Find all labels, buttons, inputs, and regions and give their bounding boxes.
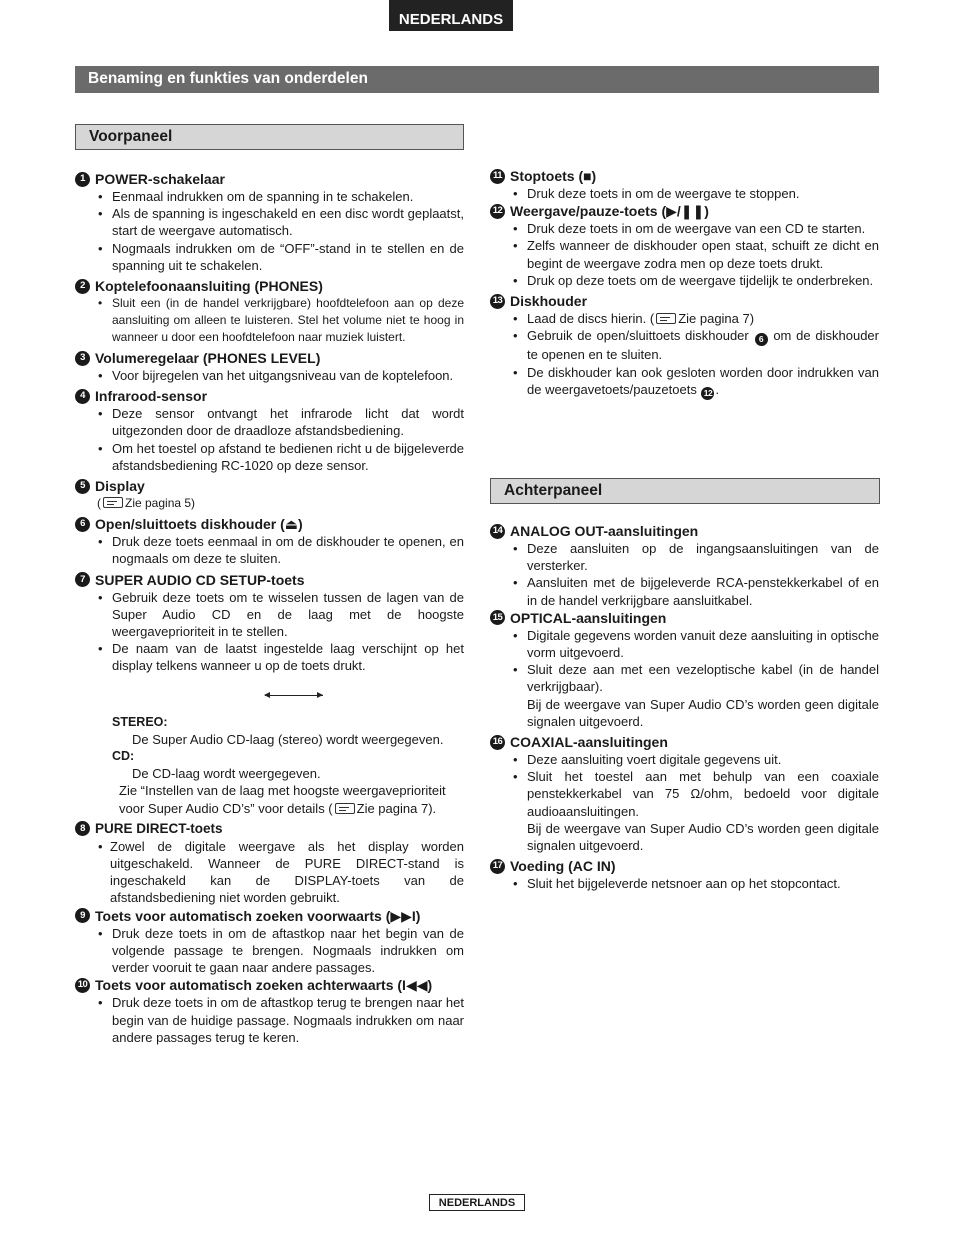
- item-open-close: [75, 515, 464, 567]
- item-number-badge: 12: [490, 204, 505, 219]
- bullet: • Laad de discs hierin. ( Zie pagina 7): [490, 310, 879, 327]
- bullet: • Zowel de digitale weergave als het display worden uitgeschakeld. Wanneer de PURE DIRECT-stand is ingeschakeld kan de DISPLAY-toets van de afstandsbediening niet worden gebruikt.: [75, 838, 464, 907]
- item-number-badge: 5: [75, 479, 90, 494]
- bullet: • Druk deze toets in om de aftastkop terug te brengen naar het begin van de huidige passage. Nogmaals indrukken om naar andere passages terug te keren.: [75, 994, 464, 1046]
- inline-number-badge: 12: [701, 387, 714, 400]
- bullet: • Digitale gegevens worden vanuit deze aansluiting in optische vorm uitgevoerd.: [490, 627, 879, 661]
- stereo-text: De Super Audio CD-laag (stereo) wordt weergegeven.: [132, 731, 444, 747]
- bullet: • Druk op deze toets om de weergave tijdelijk te onderbreken.: [490, 272, 879, 289]
- item-phones-level: [75, 349, 464, 384]
- bullet: • Als de spanning is ingeschakeld en een disc wordt geplaatst, start de weergave automatisch.: [75, 205, 464, 239]
- item-title: Display: [95, 478, 145, 495]
- front-panel-list-continued: [490, 167, 879, 400]
- item-number-badge: 14: [490, 524, 505, 539]
- bullet: • Druk deze toets eenmaal in om de diskhouder te openen, en nogmaals om deze te sluiten.: [75, 533, 464, 567]
- item-sacd-setup: [75, 571, 464, 817]
- item-title: Stoptoets (■): [510, 168, 597, 184]
- item-stop: [490, 167, 879, 202]
- bullet: • Sluit het toestel aan met behulp van een coaxiale penstekkerkabel van 75 Ω/ohm, bedoeld voor digitale audioaansluitingen.: [490, 768, 879, 820]
- item-analog-out: [490, 522, 879, 609]
- item-title: Volumeregelaar (PHONES LEVEL): [95, 350, 321, 367]
- item-power: [75, 170, 464, 274]
- bullet: • Gebruik de open/sluittoets diskhouder 6 om de diskhouder te openen en te sluiten.: [490, 327, 879, 363]
- section-title-bar: Benaming en funkties van onderdelen: [75, 66, 879, 93]
- item-number-badge: 7: [75, 572, 90, 587]
- item-number-badge: 16: [490, 735, 505, 750]
- reference-hand-icon: [656, 313, 676, 324]
- item-number-badge: 15: [490, 610, 505, 625]
- cd-text: De CD-laag wordt weergegeven.: [132, 766, 321, 782]
- language-tab: NEDERLANDS: [389, 0, 513, 31]
- bullet: • Zelfs wanneer de diskhouder open staat, schuift ze dicht en begint de weergave zodra men op deze toets drukt.: [490, 237, 879, 271]
- item-optical: [490, 609, 879, 730]
- item-title: SUPER AUDIO CD SETUP-toets: [95, 571, 305, 588]
- bullet: • Aansluiten met de bijgeleverde RCA-penstekkerkabel of en in de handel verkrijgbare aansluitkabel.: [490, 574, 879, 608]
- bullet: • Deze aansluiten op de ingangsaansluitingen van de versterker.: [490, 540, 879, 574]
- note: Bij de weergave van Super Audio CD’s worden geen digitale signalen uitgevoerd.: [527, 820, 879, 854]
- item-disc-tray: [490, 292, 879, 400]
- front-panel-list: [75, 170, 464, 1046]
- item-number-badge: 2: [75, 279, 90, 294]
- bullet: • Deze sensor ontvangt het infrarode licht dat wordt uitgezonden door de draadloze afstandsbediening.: [75, 405, 464, 439]
- bullet: • Voor bijregelen van het uitgangsniveau van de koptelefoon.: [75, 367, 464, 384]
- item-title: Toets voor automatisch zoeken achterwaarts (I◀◀): [95, 977, 433, 994]
- bullet: • Om het toestel op afstand te bedienen richt u de bijgeleverde afstandsbediening RC-1020 op deze sensor.: [75, 440, 464, 474]
- note: Bij de weergave van Super Audio CD’s worden geen digitale signalen uitgevoerd.: [527, 696, 879, 729]
- bullet: • Eenmaal indrukken om de spanning in te schakelen.: [75, 188, 464, 205]
- bullet: • Nogmaals indrukken om de “OFF”-stand in te stellen en de spanning uit te schakelen.: [75, 240, 464, 274]
- setup-note-ref: voor Super Audio CD’s” voor details ( Zie pagina 7).: [119, 800, 437, 816]
- item-title: PURE DIRECT-toets: [95, 820, 223, 836]
- item-number-badge: 17: [490, 859, 505, 874]
- page-reference: ( Zie pagina 5): [97, 496, 196, 511]
- item-number-badge: 3: [75, 351, 90, 366]
- item-title: Weergave/pauze-toets (▶/❚❚): [510, 203, 709, 220]
- item-title: Diskhouder: [510, 293, 588, 310]
- item-title: ANALOG OUT-aansluitingen: [510, 523, 699, 539]
- item-title: OPTICAL-aansluitingen: [510, 609, 667, 626]
- item-number-badge: 1: [75, 172, 90, 187]
- item-play-pause: [490, 202, 879, 289]
- item-infrared-sensor: [75, 387, 464, 474]
- rear-panel-heading: Achterpaneel: [490, 478, 880, 504]
- cd-label: CD:: [112, 749, 135, 764]
- item-title: COAXIAL-aansluitingen: [510, 734, 668, 751]
- bullet: • Gebruik deze toets om te wisselen tussen de lagen van de Super Audio CD en de laag met de hoogste weergaveprioriteit in te stellen.: [75, 589, 464, 641]
- reference-hand-icon: [103, 497, 123, 508]
- item-number-badge: 6: [75, 517, 90, 532]
- item-title: Koptelefoonaansluiting (PHONES): [95, 278, 323, 295]
- footer-language-label: NEDERLANDS: [429, 1194, 525, 1211]
- bullet: • Druk deze toets in om de weergave te stoppen.: [490, 185, 879, 202]
- bullet: • Sluit het bijgeleverde netsnoer aan op het stopcontact.: [490, 875, 879, 892]
- item-phones: [75, 277, 464, 346]
- item-coaxial: [490, 733, 879, 854]
- item-title: Toets voor automatisch zoeken voorwaarts (▶▶I): [95, 907, 421, 924]
- item-skip-forward: [75, 907, 464, 977]
- item-skip-backward: [75, 976, 464, 1046]
- toggle-arrow-icon: [75, 675, 464, 711]
- item-title: POWER-schakelaar: [95, 171, 225, 187]
- item-number-badge: 13: [490, 294, 505, 309]
- item-number-badge: 4: [75, 389, 90, 404]
- item-pure-direct: [75, 820, 464, 907]
- item-title: Open/sluittoets diskhouder (⏏): [95, 516, 303, 533]
- bullet: • Sluit deze aan met een vezeloptische kabel (in de handel verkrijgbaar).: [490, 661, 879, 695]
- rear-panel-list: [490, 522, 879, 892]
- reference-hand-icon: [335, 803, 355, 814]
- bullet: • De diskhouder kan ook gesloten worden door indrukken van de weergavetoets/pauzetoets 12 .: [490, 364, 879, 400]
- setup-note: Zie “Instellen van de laag met hoogste weergaveprioriteit: [119, 783, 446, 799]
- item-title: Voeding (AC IN): [510, 858, 616, 875]
- bullet: • Druk deze toets in om de aftastkop naar het begin van de volgende passage te brengen. Nogmaals indrukken om verder vooruit te gaan naar andere passages.: [75, 925, 464, 977]
- bullet: • Druk deze toets in om de weergave van een CD te starten.: [490, 220, 879, 237]
- bullet: • De naam van de laatst ingestelde laag verschijnt op het display telkens wanneer u op de toets drukt.: [75, 640, 464, 674]
- item-number-badge: 8: [75, 821, 90, 836]
- bullet: • Sluit een (in de handel verkrijgbare) hoofdtelefoon aan op deze aansluiting om alleen te luisteren. Stel het volume niet te hoog in wanneer u door een hoofdtelefoon naar muziek luistert.: [75, 295, 464, 346]
- inline-number-badge: 6: [755, 333, 768, 346]
- item-title: Infrarood-sensor: [95, 388, 208, 405]
- front-panel-heading: Voorpaneel: [75, 124, 464, 150]
- bullet: • Deze aansluiting voert digitale gegevens uit.: [490, 751, 879, 768]
- item-number-badge: 10: [75, 978, 90, 993]
- item-ac-in: [490, 857, 879, 892]
- item-number-badge: 9: [75, 908, 90, 923]
- stereo-label: STEREO:: [112, 714, 168, 729]
- item-display: [75, 477, 464, 512]
- item-number-badge: 11: [490, 169, 505, 184]
